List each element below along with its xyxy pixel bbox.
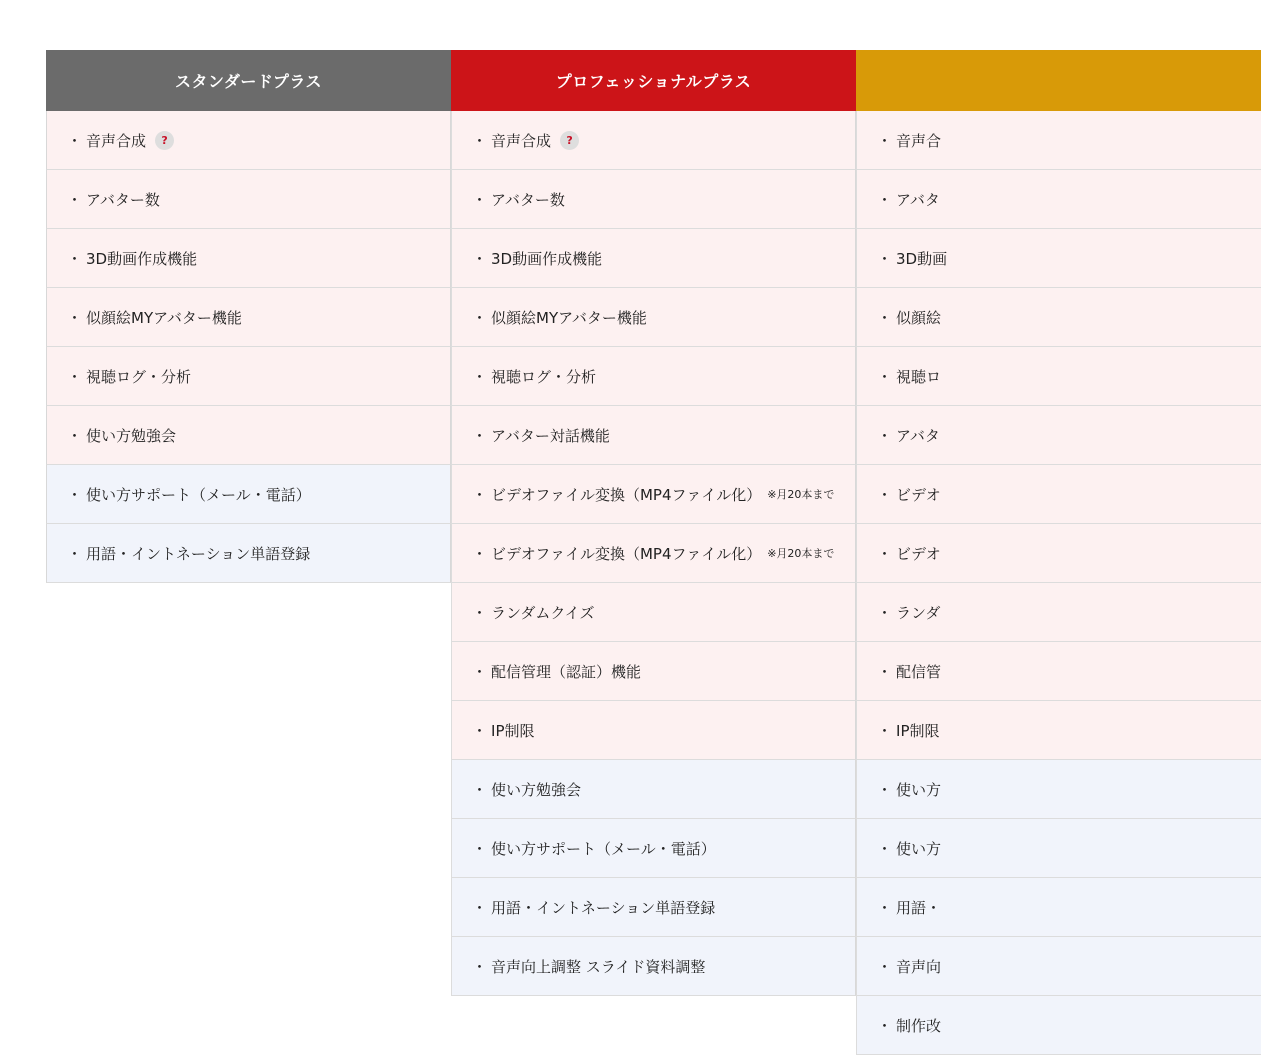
feature-label: 使い方	[896, 839, 942, 858]
feature-label: IP制限	[896, 721, 940, 740]
bullet-mark: ・	[877, 662, 893, 681]
plan-column-professional	[451, 50, 856, 996]
feature-label: 3D動画作成機能	[491, 249, 603, 268]
feature-label: ビデオファイル変換（MP4ファイル化）	[491, 485, 762, 504]
bullet-mark: ・	[472, 249, 488, 268]
bullet-mark: ・	[472, 544, 488, 563]
bullet-mark: ・	[877, 485, 893, 504]
bullet-mark: ・	[472, 721, 488, 740]
feature-label: 配信管理（認証）機能	[491, 662, 642, 681]
bullet-mark: ・	[877, 603, 893, 622]
feature-row	[451, 347, 856, 406]
feature-row	[46, 170, 451, 229]
bullet-mark: ・	[472, 839, 488, 858]
feature-row	[46, 524, 451, 583]
feature-row	[451, 642, 856, 701]
plan-header-standard: スタンダードプラス	[46, 50, 451, 111]
feature-row	[451, 583, 856, 642]
feature-row	[856, 288, 1261, 347]
feature-label: アバター対話機能	[491, 426, 610, 445]
feature-label: 3D動画作成機能	[86, 249, 198, 268]
feature-label: 似顔絵MYアバター機能	[491, 308, 647, 327]
bullet-mark: ・	[877, 131, 893, 150]
bullet-mark: ・	[877, 1016, 893, 1035]
feature-row	[46, 347, 451, 406]
feature-row	[856, 996, 1261, 1055]
feature-row	[451, 760, 856, 819]
bullet-mark: ・	[877, 308, 893, 327]
feature-label: 音声向上調整 スライド資料調整	[491, 957, 706, 976]
bullet-mark: ・	[877, 780, 893, 799]
plan-column-standard	[46, 50, 451, 583]
bullet-mark: ・	[877, 249, 893, 268]
feature-label: アバタ	[896, 190, 940, 209]
feature-label: ランダ	[896, 603, 941, 622]
feature-row	[46, 465, 451, 524]
bullet-mark: ・	[67, 544, 83, 563]
feature-row	[856, 347, 1261, 406]
feature-label: 似顔絵MYアバター機能	[86, 308, 242, 327]
bullet-mark: ・	[472, 426, 488, 445]
feature-row	[856, 465, 1261, 524]
feature-label: 制作改	[896, 1016, 942, 1035]
feature-row	[856, 170, 1261, 229]
feature-label: 視聴ログ・分析	[491, 367, 597, 386]
bullet-mark: ・	[472, 308, 488, 327]
bullet-mark: ・	[67, 190, 83, 209]
bullet-mark: ・	[877, 721, 893, 740]
feature-label: 音声合成	[86, 131, 147, 150]
feature-label: 音声合	[896, 131, 942, 150]
feature-row	[451, 406, 856, 465]
feature-row	[451, 701, 856, 760]
bullet-mark: ・	[877, 544, 893, 563]
feature-row	[451, 524, 856, 583]
feature-row	[451, 937, 856, 996]
plan-header-pro: プロフェッショナルプラス	[451, 50, 856, 111]
feature-row	[451, 229, 856, 288]
feature-row	[856, 937, 1261, 996]
feature-row	[856, 583, 1261, 642]
feature-label: 使い方	[896, 780, 942, 799]
feature-label: 視聴ロ	[896, 367, 942, 386]
feature-row	[856, 111, 1261, 170]
bullet-mark: ・	[472, 957, 488, 976]
bullet-mark: ・	[877, 190, 893, 209]
feature-row	[856, 229, 1261, 288]
bullet-mark: ・	[877, 839, 893, 858]
feature-row	[451, 170, 856, 229]
feature-note: ※月20本まで	[767, 547, 835, 560]
feature-label: 音声合成	[491, 131, 552, 150]
bullet-mark: ・	[67, 426, 83, 445]
feature-label: ランダムクイズ	[491, 603, 595, 622]
feature-row	[46, 288, 451, 347]
feature-label: 使い方勉強会	[491, 780, 582, 799]
feature-label: ビデオ	[896, 544, 941, 563]
feature-label: 3D動画	[896, 249, 948, 268]
feature-label: 用語・	[896, 898, 942, 917]
bullet-mark: ・	[67, 485, 83, 504]
feature-label: 視聴ログ・分析	[86, 367, 192, 386]
feature-label: ビデオ	[896, 485, 941, 504]
plan-header-premium	[856, 50, 1261, 111]
feature-row	[451, 111, 856, 170]
bullet-mark: ・	[472, 131, 488, 150]
feature-row	[451, 878, 856, 937]
bullet-mark: ・	[472, 780, 488, 799]
bullet-mark: ・	[472, 603, 488, 622]
bullet-mark: ・	[67, 249, 83, 268]
feature-label: 配信管	[896, 662, 942, 681]
feature-label: 用語・イントネーション単語登録	[491, 898, 716, 917]
bullet-mark: ・	[67, 131, 83, 150]
feature-row	[451, 288, 856, 347]
feature-label: IP制限	[491, 721, 535, 740]
bullet-mark: ・	[877, 426, 893, 445]
feature-row	[856, 760, 1261, 819]
feature-label: 似顔絵	[896, 308, 942, 327]
help-icon[interactable]: ?	[560, 131, 579, 150]
bullet-mark: ・	[67, 308, 83, 327]
bullet-mark: ・	[472, 898, 488, 917]
feature-label: アバター数	[491, 190, 565, 209]
feature-row	[46, 111, 451, 170]
bullet-mark: ・	[877, 898, 893, 917]
feature-label: 使い方サポート（メール・電話）	[491, 839, 716, 858]
feature-label: ビデオファイル変換（MP4ファイル化）	[491, 544, 762, 563]
bullet-mark: ・	[472, 367, 488, 386]
plan-column-premium	[856, 50, 1261, 1055]
feature-label: 使い方勉強会	[86, 426, 177, 445]
bullet-mark: ・	[877, 367, 893, 386]
feature-row	[46, 229, 451, 288]
help-icon[interactable]: ?	[155, 131, 174, 150]
bullet-mark: ・	[472, 190, 488, 209]
feature-label: 用語・イントネーション単語登録	[86, 544, 311, 563]
feature-note: ※月20本まで	[767, 488, 835, 501]
feature-row	[856, 819, 1261, 878]
feature-row	[856, 642, 1261, 701]
feature-label: 音声向	[896, 957, 942, 976]
feature-row	[856, 524, 1261, 583]
feature-label: アバタ	[896, 426, 940, 445]
feature-label: アバター数	[86, 190, 160, 209]
bullet-mark: ・	[472, 662, 488, 681]
bullet-mark: ・	[472, 485, 488, 504]
feature-row	[856, 878, 1261, 937]
bullet-mark: ・	[877, 957, 893, 976]
feature-row	[451, 819, 856, 878]
feature-row	[451, 465, 856, 524]
bullet-mark: ・	[67, 367, 83, 386]
feature-label: 使い方サポート（メール・電話）	[86, 485, 311, 504]
feature-row	[46, 406, 451, 465]
feature-row	[856, 406, 1261, 465]
feature-row	[856, 701, 1261, 760]
